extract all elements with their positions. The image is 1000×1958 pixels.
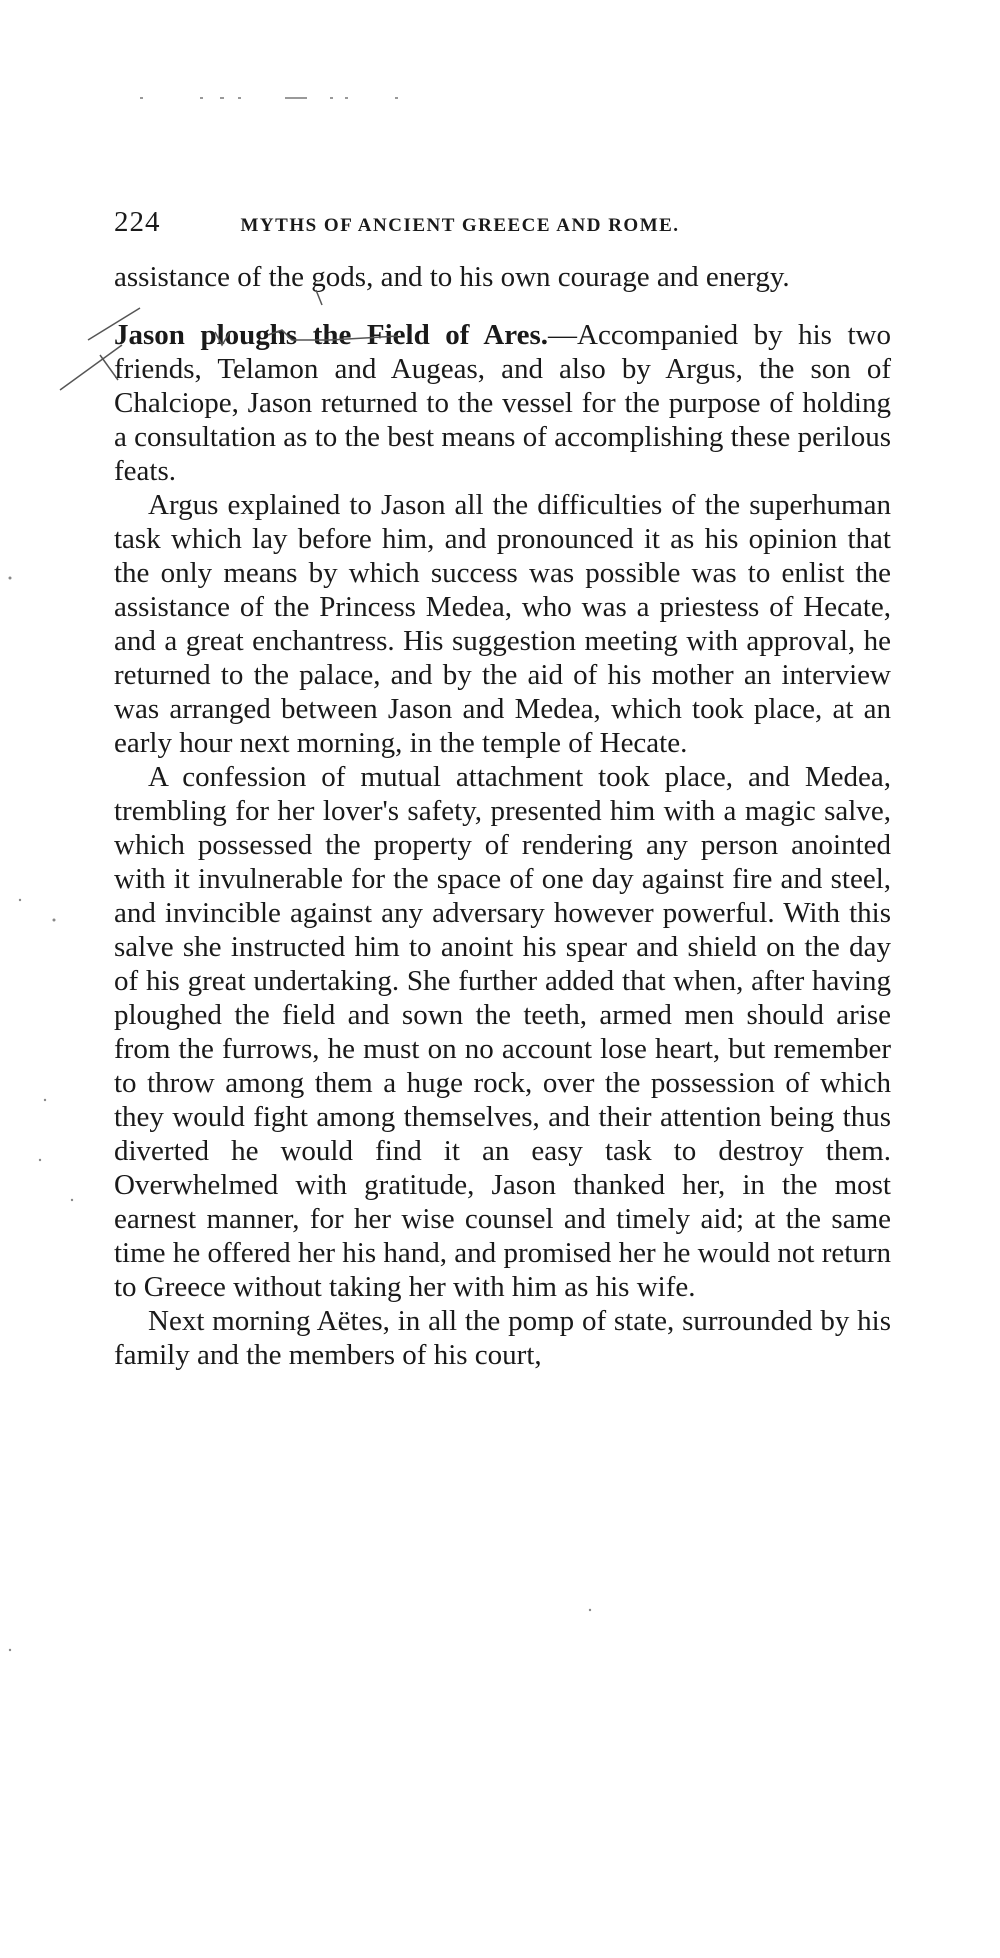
pencil-stroke [88, 308, 140, 340]
running-title: MYTHS OF ANCIENT GREECE AND ROME. [240, 215, 680, 236]
page-number: 224 [114, 206, 161, 238]
paragraph-text: Next morning Aëtes, in all the pomp of state, surrounded by his family and the members of his court, [114, 1305, 891, 1371]
pencil-stroke [268, 330, 398, 340]
paragraph-text: —Accompanied by his two friends, Telamon and Augeas, and also by Argus, the son of Chalciope, Jason returned to the vessel for the purpose of holding a consultation as to the best means of accomplishing these perilous feats. [114, 319, 891, 487]
paragraph-text: A confession of mutual attachment took place, and Medea, trembling for her lover's safety, presented him with a magic salve, which possessed the property of rendering any person anointed with it invulnerable for the space of one day against fire and steel, and invincible against any adversary however powerful. With this salve she instructed him to anoint his spear and shield on the day of his great undertaking. She further added that when, after having ploughed the field and sown the teeth, armed men should arise from the furrows, he must on no account lose heart, but remember to throw among them a huge rock, over the possession of which they would fight among themselves, and their attention being thus diverted he would find it an easy task to destroy them. Overwhelmed with gratitude, Jason thanked her, in the most earnest manner, for her wise counsel and timely aid; at the same time he offered her his hand, and promised her he would not return to Greece without taking her with him as his wife. [114, 761, 891, 1303]
section-heading: Jason ploughs the Field of Ares. [114, 319, 549, 351]
pencil-stroke [215, 332, 230, 345]
paragraph-text: assistance of the gods, and to his own courage and energy. [114, 261, 790, 293]
pencil-stroke [100, 355, 118, 380]
paragraph-text: Argus explained to Jason all the difficulties of the superhuman task which lay before him, and pronounced it as his opinion that the only means by which success was possible was to enlist the assistance of the Princess Medea, who was a priestess of Hecate, and a great enchantress. His suggestion meeting with approval, he returned to the palace, and by the aid of his mother an interview was arranged between Jason and Medea, which took place, at an early hour next morning, in the temple of Hecate. [114, 489, 891, 759]
pencil-stroke [316, 290, 322, 305]
pencil-stroke [60, 345, 122, 390]
